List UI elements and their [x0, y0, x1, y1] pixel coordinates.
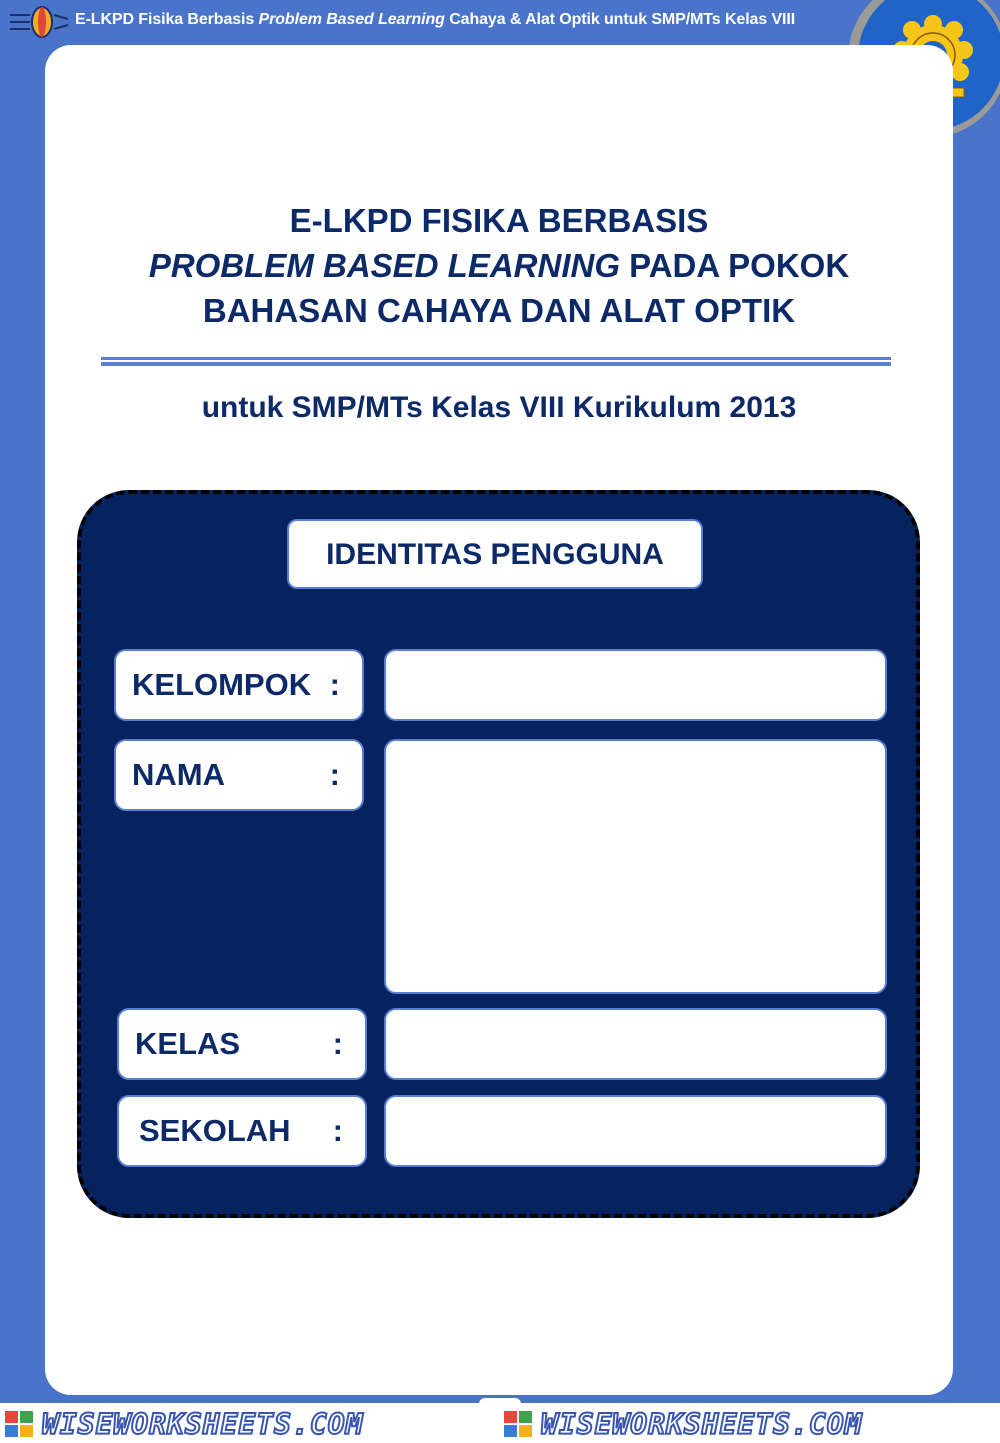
brand-watermark[interactable]: WISEWORKSHEETS.COM	[503, 1409, 862, 1439]
wiseworksheets-logo-icon	[503, 1410, 533, 1438]
title-line-3: BAHASAN CAHAYA DAN ALAT OPTIK	[202, 292, 796, 329]
footer-watermark	[0, 1403, 1000, 1443]
nama-field[interactable]	[384, 739, 887, 994]
lens-light-icon	[8, 5, 70, 39]
wiseworksheets-logo-icon	[4, 1410, 34, 1438]
title-divider	[101, 357, 891, 360]
nama-label: NAMA :	[114, 739, 364, 811]
document-subtitle: untuk SMP/MTs Kelas VIII Kurikulum 2013	[201, 391, 797, 424]
document-title	[45, 198, 953, 333]
identity-panel	[77, 490, 920, 1218]
kelompok-field[interactable]	[384, 649, 887, 721]
identity-heading: IDENTITAS PENGGUNA	[287, 519, 703, 589]
header-title: E-LKPD Fisika Berbasis Problem Based Learning Cahaya & Alat Optik untuk SMP/MTs Kelas VIII	[75, 11, 796, 28]
sekolah-label: SEKOLAH :	[117, 1095, 367, 1167]
kelas-label: KELAS :	[117, 1008, 367, 1080]
title-divider	[101, 362, 891, 366]
brand-watermark[interactable]: WISEWORKSHEETS.COM	[4, 1409, 363, 1439]
title-line-1: E-LKPD FISIKA BERBASIS	[289, 202, 709, 239]
cover-card	[45, 45, 953, 1395]
kelompok-label: KELOMPOK :	[114, 649, 364, 721]
kelas-field[interactable]	[384, 1008, 887, 1080]
title-line-2: PROBLEM BASED LEARNING PADA POKOK	[148, 247, 850, 284]
sekolah-field[interactable]	[384, 1095, 887, 1167]
